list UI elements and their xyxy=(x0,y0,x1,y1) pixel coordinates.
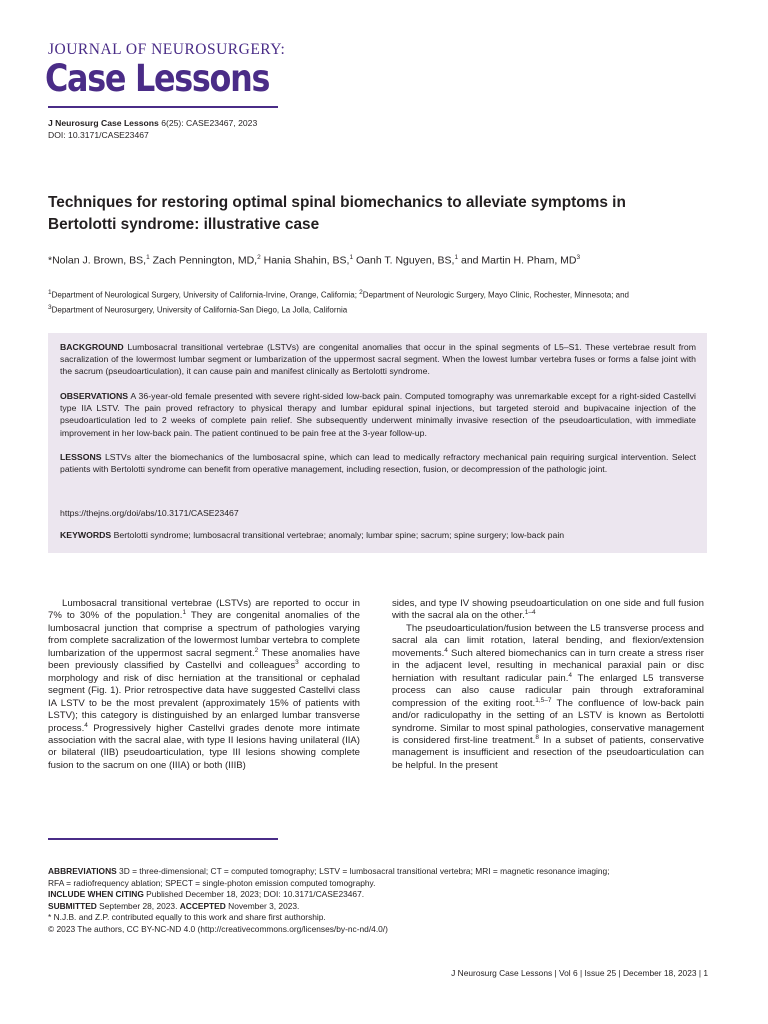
author-name: Oanh T. Nguyen, BS, xyxy=(353,254,455,267)
author-name: Nolan J. Brown, BS, xyxy=(52,254,147,267)
abbreviations-line xyxy=(48,866,728,878)
footnote-text: November 3, 2023. xyxy=(225,900,300,911)
body-paragraph xyxy=(48,598,360,772)
reference-marker[interactable]: 2 xyxy=(254,646,259,654)
body-text: The enlarged L5 transverse process can also cause radicular pain through extraforaminal compression of the exiting root. xyxy=(392,672,704,709)
affiliation-text: Department of Neurologic Surgery, Mayo Clinic, Rochester, Minnesota; and xyxy=(362,290,629,300)
body-text: Lumbosacral transitional vertebrae (LSTVs) are reported to occur in 7% to 30% of the population. xyxy=(48,598,360,622)
body-text: Such altered biomechanics can in turn create a stress riser in the adjacent level, resulting in mechanical paraxial pain or disc herniation with resultant radicular pain. xyxy=(392,647,704,684)
abbreviations-line: RFA = radiofrequency ablation; SPECT = single-photon emission computed tomography. xyxy=(48,877,376,888)
body-text: The pseudoarticulation/fusion between the L5 transverse process and sacral ala can limit rotation, lateral bending, and flexion/extension movements. xyxy=(392,622,704,659)
reference-marker[interactable]: 3 xyxy=(295,659,299,667)
title-rule xyxy=(48,106,278,108)
footnote-rule xyxy=(48,838,278,840)
abstract-section-heading: BACKGROUND xyxy=(60,342,124,352)
affiliation-text: Department of Neurosurgery, University of California-San Diego, La Jolla, California xyxy=(51,305,348,315)
citation-ref: 6(25): CASE23467, 2023 xyxy=(161,118,258,128)
body-paragraph xyxy=(392,623,704,772)
affiliations xyxy=(48,287,728,316)
body-text: These anomalies have been previously classified by Castellvi and colleagues xyxy=(48,647,360,672)
author-name: and Martin H. Pham, MD xyxy=(458,254,577,267)
reference-marker[interactable]: 1–4 xyxy=(524,609,536,617)
footnotes xyxy=(48,866,728,936)
footnote-heading: INCLUDE WHEN CITING xyxy=(48,889,144,900)
abstract-lessons xyxy=(60,451,696,475)
citing-line xyxy=(48,889,728,901)
body-text: Progressively higher Castellvi grades denote more intimate association with the sacral alae, with type II lesions having unilateral (IIA) or bilateral (IIB) pseudoarticulation, type III lesions showing complete fusion to the sacrum on one (IIIA) or both (IIIB) xyxy=(48,722,360,771)
footnote-text: Published December 18, 2023; DOI: 10.3171/CASE23467. xyxy=(143,889,365,900)
running-footer: J Neurosurg Case Lessons | Vol 6 | Issue 25 | December 18, 2023 | 1 xyxy=(451,968,708,978)
keywords-text: Bertolotti syndrome; lumbosacral transitional vertebrae; anomaly; lumbar spine; sacrum; spine surgery; low-back pain xyxy=(113,530,565,540)
author-marker: * xyxy=(48,254,53,267)
body-text: In a subset of patients, conservative management is insufficient and resection of the pseudoarticulation can be helpful. In the present xyxy=(392,734,704,771)
article-title: Techniques for restoring optimal spinal biomechanics to alleviate symptoms in Bertolotti syndrome: illustrative case xyxy=(48,194,626,233)
body-column-left xyxy=(48,598,360,772)
affiliation-text: Department of Neurological Surgery, University of California-Irvine, Orange, California; xyxy=(51,290,360,300)
affiliation-number: 2 xyxy=(359,289,363,296)
body-text: according to morphology and risk of disc herniation at the transitional or cephalad segment (Fig. 1). Prior retrospective data have suggested Castellvi class IA LSTV to be the most prevalent (approximately 15% of patients with LSTV); this category is distinguished by an enlarged lumbar transverse process. xyxy=(48,660,360,734)
keywords-heading: KEYWORDS xyxy=(60,530,112,540)
footnote-text: 3D = three-dimensional; CT = computed tomography; LSTV = lumbosacral transitional vertebra; MRI = magnetic resonance imaging; xyxy=(116,866,610,876)
abstract-background xyxy=(60,341,696,378)
author-affiliation-number: 1 xyxy=(454,254,459,261)
affiliation-number: 1 xyxy=(48,289,52,296)
footnote-heading: ABBREVIATIONS xyxy=(48,866,117,876)
abstract-section-text: Lumbosacral transitional vertebrae (LSTVs) are congenital anomalies that occur in the spinal segments of L5–S1. These vertebrae result from sacralization of the lowermost lumbar segment or lumbarization of the uppermost sacral segment. When the lowest lumbar vertebra fuses or forms a false joint with the sacrum (pseudoarticulation), it can cause pain and manifest clinically as Bertolotti syndrome. xyxy=(60,342,696,377)
author-affiliation-number: 3 xyxy=(576,254,581,261)
author-name: Hania Shahin, BS, xyxy=(260,254,350,267)
author-list xyxy=(48,254,580,267)
reference-marker[interactable]: 4 xyxy=(568,671,573,679)
abstract-section-text: LSTVs alter the biomechanics of the lumbosacral spine, which can lead to medically refractory mechanical pain requiring surgical intervention. Select patients with Bertolotti syndrome can benefit from operative management, including resection, fusion, or decompression of the pathologic joint. xyxy=(60,452,696,475)
body-text: They are congenital anomalies of the lumbosacral junction that comprise a spectrum of pathologies varying from complete sacralization of the lowermost lumbar vertebra to complete lumbarization of the uppermost sacral segment. xyxy=(48,610,360,659)
reference-marker[interactable]: 8 xyxy=(535,733,539,741)
journal-name: JOURNAL OF NEUROSURGERY: xyxy=(48,41,286,58)
citation-block xyxy=(48,117,257,141)
keywords xyxy=(60,530,564,540)
footnote-heading: SUBMITTED xyxy=(48,900,97,911)
author-name: Zach Pennington, MD, xyxy=(149,254,258,267)
author-affiliation-number: 1 xyxy=(349,254,354,261)
copyright-line: © 2023 The authors, CC BY-NC-ND 4.0 (http://creativecommons.org/licenses/by-nc-nd/4.0/) xyxy=(48,923,388,934)
abstract-section-heading: OBSERVATIONS xyxy=(60,391,129,401)
reference-marker[interactable]: 1,5–7 xyxy=(535,696,552,704)
author-affiliation-number: 2 xyxy=(257,254,261,261)
body-text: The confluence of low-back pain and/or radiculopathy in the setting of an LSTV is known as Bertolotti syndrome. Similar to most spinal pathologies, conservative management is considered first-line treatment. xyxy=(392,697,704,746)
abstract-observations xyxy=(60,390,696,439)
footnote-text: September 28, 2023. xyxy=(96,900,180,911)
dates-line xyxy=(48,901,728,913)
equal-contribution-note: * N.J.B. and Z.P. contributed equally to this work and share first authorship. xyxy=(48,912,326,923)
reference-marker[interactable]: 1 xyxy=(182,609,187,617)
citation-doi[interactable]: DOI: 10.3171/CASE23467 xyxy=(48,130,149,140)
author-affiliation-number: 1 xyxy=(146,254,150,261)
affiliation-number: 3 xyxy=(48,303,52,311)
article-url-link[interactable]: https://thejns.org/doi/abs/10.3171/CASE23467 xyxy=(60,508,239,518)
reference-marker[interactable]: 4 xyxy=(84,721,88,729)
abstract-section-text: A 36-year-old female presented with severe right-sided low-back pain. Computed tomography was unremarkable except for a right-sided Castellvi type IIA LSTV. The pain proved refractory to physical therapy and lumbar epidural spinal injections, but targeted steroid and bupivacaine injection of the pseudoarticulation led to 2 weeks of complete pain relief. She subsequently underwent minimally invasive resection of the pseudoarticulation, with immediate improvement in her low-back pain. The patient continued to be pain free at the 3-year follow-up. xyxy=(60,391,696,438)
body-text: sides, and type IV showing pseudoarticulation on one side and full fusion with the sacral ala on the other. xyxy=(392,598,704,622)
body-column-right xyxy=(392,598,704,772)
citation-journal: J Neurosurg Case Lessons xyxy=(48,118,159,128)
reference-marker[interactable]: 4 xyxy=(444,646,448,654)
body-paragraph xyxy=(392,598,704,623)
abstract-section-heading: LESSONS xyxy=(60,452,102,462)
footnote-heading: ACCEPTED xyxy=(179,900,226,911)
series-title: Case Lessons xyxy=(45,57,270,100)
